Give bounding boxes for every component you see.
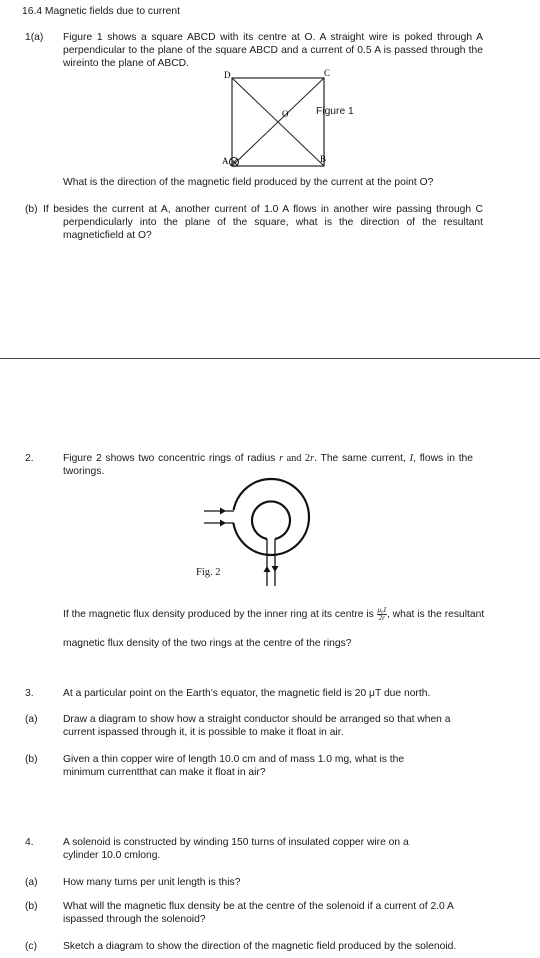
q1a-question: What is the direction of the magnetic field produced by the current at the point O? xyxy=(63,177,434,188)
q3-text: At a particular point on the Earth’s equator, the magnetic field is 20 μT due north. xyxy=(63,688,431,699)
fraction-numerator: μ₀I xyxy=(377,606,386,614)
q3a-label: (a) xyxy=(25,714,38,725)
q4-number: 4. xyxy=(25,837,34,848)
q2-number: 2. xyxy=(25,453,34,464)
figure-2-label: Fig. 2 xyxy=(196,567,221,578)
q3b-label: (b) xyxy=(25,754,38,765)
current-arrow-bottom-right xyxy=(272,566,279,572)
vertex-a-label: A xyxy=(222,156,229,166)
current-arrow-left-bottom xyxy=(220,520,226,527)
inner-ring-field-fraction xyxy=(377,607,387,622)
vertex-b-label: B xyxy=(320,154,327,164)
figure-1-label: Figure 1 xyxy=(316,106,354,117)
q1b-text-content: If besides the current at A, another current of 1.0 A flows in another wire passing through C perpendicularly into the plane of the square, what is the direction of the resultant magneticfield at O? xyxy=(43,204,483,241)
q4a-label: (a) xyxy=(25,877,38,888)
fraction-denominator: 2r xyxy=(378,614,385,622)
q2-text-post: , flows in the tworings. xyxy=(63,453,474,477)
q3-number: 3. xyxy=(25,688,34,699)
q4b-label: (b) xyxy=(25,901,38,912)
q1a-text: Figure 1 shows a square ABCD with its centre at O. A straight wire is poked through A perpendicular to the plane of the square ABCD and a current of 0.5 A is passed through the wireinto the plane of ABCD. xyxy=(63,32,483,69)
q4c-text: Sketch a diagram to show the direction of the magnetic field produced by the solenoid. xyxy=(63,941,457,952)
q2-text-mid: . The same current, xyxy=(314,453,410,464)
q4-text: A solenoid is constructed by winding 150 turns of insulated copper wire on a cylinder 10.0 cmlong. xyxy=(63,837,409,861)
q2-text xyxy=(63,452,473,478)
q2-var-r: r xyxy=(279,453,284,464)
vertex-d-label: D xyxy=(224,70,231,80)
section-title: 16.4 Magnetic fields due to current xyxy=(22,6,180,17)
q1b-text xyxy=(43,203,483,242)
inner-ring xyxy=(252,501,290,539)
q2-question-line2: magnetic flux density of the two rings at the centre of the rings? xyxy=(63,638,352,649)
current-arrow-left-top xyxy=(220,508,226,515)
q1a-label: 1(a) xyxy=(25,32,44,43)
figure-1-square-diagram xyxy=(220,66,370,170)
centre-o-label: O xyxy=(282,109,289,119)
q3a-text: Draw a diagram to show how a straight conductor should be arranged so that when a current ispassed through it, it is possible to make it float in air. xyxy=(63,714,451,738)
q4a-text: How many turns per unit length is this? xyxy=(63,877,241,888)
vertex-c-label: C xyxy=(324,68,331,78)
q2-question xyxy=(63,607,484,622)
page-divider xyxy=(0,358,540,359)
q3b-text: Given a thin copper wire of length 10.0 cm and of mass 1.0 mg, what is the minimum currentthat can make it float in air? xyxy=(63,754,405,778)
q4c-label: (c) xyxy=(25,941,38,952)
current-arrow-bottom-left xyxy=(264,566,271,572)
q2-question-post: , what is the resultant xyxy=(386,609,485,621)
q2-question-pre: If the magnetic flux density produced by the inner ring at its centre is xyxy=(63,609,377,621)
q2-var-i: I xyxy=(409,453,414,464)
outer-ring xyxy=(233,479,309,555)
q4b-text: What will the magnetic flux density be at the centre of the solenoid if a current of 2.0 A ispassed through the solenoid? xyxy=(63,901,454,925)
q2-text-pre: Figure 2 shows two concentric rings of radius xyxy=(63,453,280,464)
q2-text-and: and 2 xyxy=(283,453,311,464)
q2-var-2r: r xyxy=(310,453,315,464)
q1b-label: (b) xyxy=(25,204,38,215)
